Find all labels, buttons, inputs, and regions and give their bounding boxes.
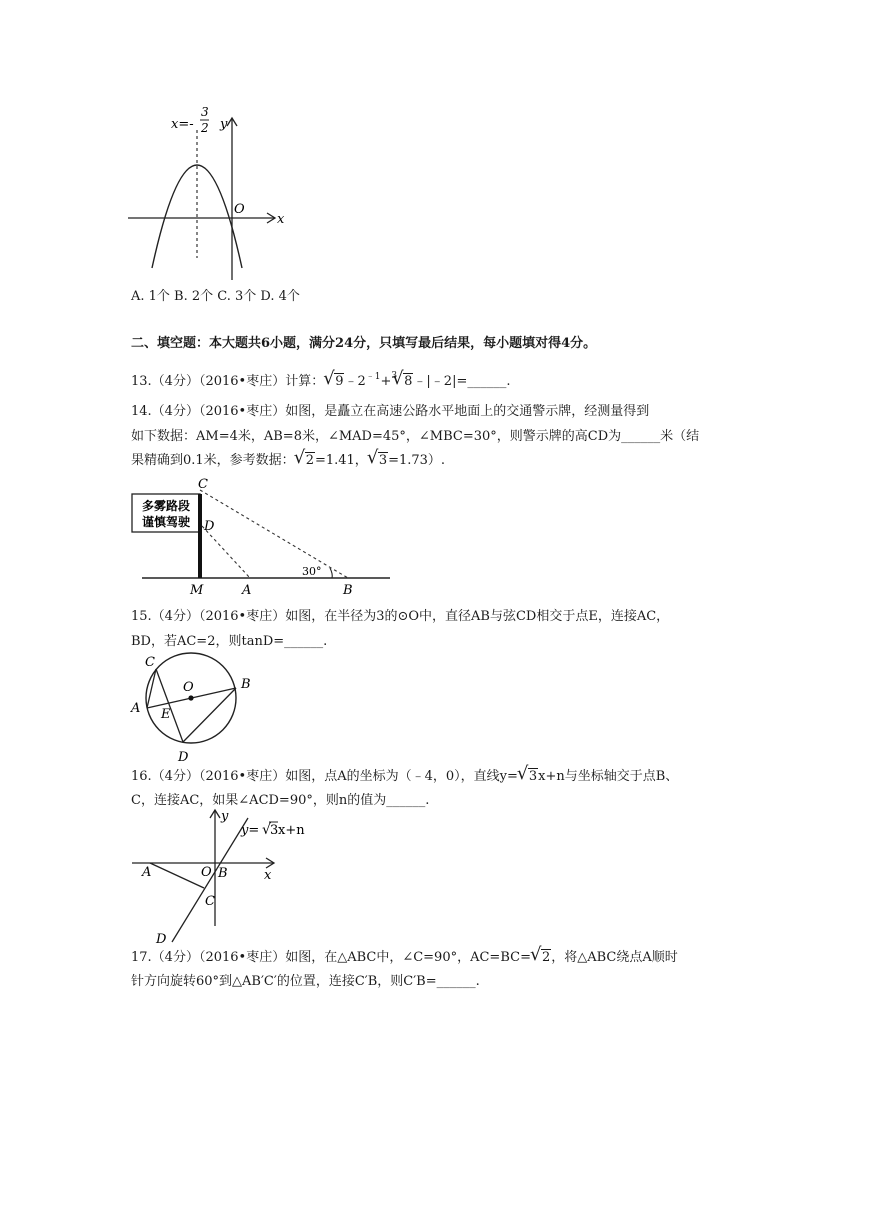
label-A: A (142, 865, 152, 880)
sign-text-1: 多雾路段 (141, 499, 191, 513)
q14-line3-a: 果精确到0.1米，参考数据： (131, 453, 295, 468)
q13-tail: ﹣|﹣2|=______. (413, 374, 511, 389)
label-B: B (218, 866, 228, 881)
q13-plus: + (380, 374, 392, 389)
y-label: y (220, 117, 228, 132)
q17-line1 (131, 948, 678, 968)
q14-sign-figure (128, 474, 393, 600)
q17-sqrt2: √ 2 (532, 948, 551, 968)
line-y-sqrt3x-n (172, 818, 248, 942)
label-B: B (241, 677, 251, 692)
line-equation-sqrt: √ (262, 822, 271, 838)
segment-AC (150, 863, 204, 888)
q13-minus2: ﹣2 (344, 374, 366, 389)
q13-cbrt8: √ 8 (394, 372, 413, 392)
sign-text-2: 谨慎驾驶 (141, 515, 191, 529)
q13-exponent: ﹣1 (365, 372, 381, 382)
label-D: D (156, 932, 167, 946)
symmetry-label: x=- (171, 117, 194, 132)
q13 (131, 366, 510, 392)
q12-parabola-figure (125, 100, 285, 290)
q14-sqrt2: √ 2 (296, 451, 315, 471)
q16-line1-b: x+n与坐标轴交于点B、 (538, 769, 679, 784)
label-D: D (178, 750, 189, 765)
label-D: D (204, 519, 215, 534)
q17-line1-a: 17.（4分）（2016•枣庄）如图，在△ABC中，∠C=90°，AC=BC= (131, 950, 531, 965)
label-M: M (190, 583, 204, 598)
q15-line1: 15.（4分）（2016•枣庄）如图，在半径为3的⊙O中，直径AB与弦CD相交于点E，连接AC， (131, 609, 670, 624)
segment-AC (147, 669, 156, 708)
q14-line3-b: =1.41， (314, 453, 368, 468)
q13-prefix: 13.（4分）（2016•枣庄）计算： (131, 374, 325, 389)
q16-coordinate-figure (128, 806, 328, 946)
dashed-CB (200, 490, 348, 578)
q14-line3 (131, 451, 445, 471)
q16-line1-a: 16.（4分）（2016•枣庄）如图，点A的坐标为（﹣4，0），直线y= (131, 769, 518, 784)
q17-line2: 针方向旋转60°到△AB′C′的位置，连接C′B，则C′B=______. (131, 974, 480, 989)
q16-line2: C，连接AC，如果∠ACD=90°，则n的值为______. (131, 793, 430, 808)
q14-line3-c: =1.73）. (388, 453, 446, 468)
x-label: x (277, 212, 285, 227)
label-A: A (242, 583, 252, 598)
q16-sqrt3: √ 3 (519, 767, 538, 787)
label-C: C (205, 894, 215, 909)
label-C: C (145, 655, 155, 670)
q12-options: A. 1个 B. 2个 C. 3个 D. 4个 (131, 289, 300, 304)
section-title: 二、填空题：本大题共6小题，满分24分，只填写最后结果，每小题填对得4分。 (131, 336, 597, 351)
label-x: x (264, 868, 272, 883)
q15-line2: BD，若AC=2，则tanD=______. (131, 634, 328, 649)
angle-arc (330, 568, 332, 578)
q14-line1: 14.（4分）（2016•枣庄）如图，是矗立在高速公路水平地面上的交通警示牌，经测量得到 (131, 404, 650, 419)
q14-sqrt3: √ 3 (369, 451, 388, 471)
line-equation-a: y= (241, 823, 260, 838)
q13-cube-index: 3 (391, 371, 398, 381)
label-angle: 30° (302, 565, 322, 578)
q15-circle-figure (128, 651, 258, 765)
label-O: O (201, 865, 212, 880)
origin-label: O (234, 202, 245, 217)
label-E: E (161, 707, 171, 722)
q16-line1 (131, 767, 678, 787)
frac-denominator: 2 (201, 121, 209, 135)
center-dot (188, 695, 193, 700)
label-B: B (343, 583, 353, 598)
q13-sqrt9: √ 9 (325, 372, 344, 392)
q14-line2: 如下数据：AM=4米，AB=8米，∠MAD=45°，∠MBC=30°，则警示牌的高CD为______米（结 (131, 429, 700, 444)
label-C: C (198, 477, 208, 492)
label-A: A (131, 701, 141, 716)
label-y: y (221, 809, 229, 824)
line-equation-rad: 3 (270, 823, 279, 838)
frac-numerator: 3 (201, 105, 209, 119)
label-O: O (183, 680, 194, 695)
line-equation-b: x+n (278, 823, 305, 838)
q17-line1-b: ，将△ABC绕点A顺时 (551, 950, 678, 965)
